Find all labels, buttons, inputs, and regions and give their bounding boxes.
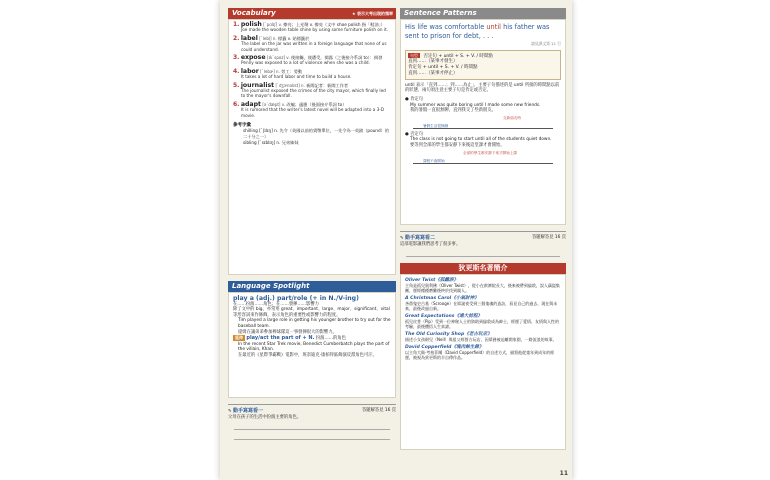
negative-example: The class is not going to start until all of the students quiet down. bbox=[410, 137, 552, 143]
left-column bbox=[228, 8, 396, 442]
vocab-number: 3. bbox=[233, 54, 240, 62]
vocab-definition: 新聞記者：新聞工作者 bbox=[306, 82, 349, 88]
book-item bbox=[405, 314, 561, 329]
timeline-negative bbox=[413, 151, 553, 164]
practice-one-question: 父母在孩子的生活中扮演主要的角色。 bbox=[228, 415, 302, 420]
book-title: David Copperfield《塊肉餘生錄》 bbox=[405, 345, 484, 350]
pencil-icon: ✎ bbox=[228, 409, 232, 414]
right-column bbox=[400, 8, 566, 450]
vocab-word: label bbox=[240, 34, 258, 42]
vocab-number: 4. bbox=[233, 67, 240, 75]
vocab-example: It is rumored that the writer's latest novel will be adapted into a 3-D movie. bbox=[241, 107, 385, 118]
vocab-definition: 擦亮；上光劑 v. 擦亮（文中 shoe polish 指「鞋油」） bbox=[283, 22, 385, 27]
practice-two-ref: 答題解答見 16 頁 bbox=[532, 235, 566, 240]
answer-line[interactable] bbox=[406, 249, 560, 257]
books-panel bbox=[400, 274, 566, 450]
practice-one-title: 動手寫寫看一 bbox=[232, 408, 263, 414]
sentence-patterns-panel bbox=[400, 19, 566, 225]
vocab-example: The label on the jar was written in a foreign language that none of us could understand. bbox=[241, 41, 387, 52]
answer-line[interactable] bbox=[234, 422, 390, 430]
pencil-icon: ✎ bbox=[400, 236, 404, 241]
vocab-phonetic: [ˋlebḷ] n. bbox=[259, 35, 277, 41]
practice-two-question: 這部電影讓我們思考了很多事。 bbox=[400, 242, 461, 247]
books-title: 狄更斯名著簡介 bbox=[458, 264, 508, 272]
timeline-label: 課程不會開始 bbox=[423, 158, 445, 163]
book-title: Great Expectations《遠大前程》 bbox=[405, 314, 483, 319]
vocab-word: adapt bbox=[240, 100, 261, 108]
book-item bbox=[405, 332, 561, 342]
vocab-item bbox=[233, 69, 391, 80]
vocabulary-panel bbox=[228, 19, 396, 275]
practice-one-ref: 答題解答見 16 頁 bbox=[362, 408, 396, 413]
book-title: The Old Curiosity Shop《老古玩店》 bbox=[405, 332, 492, 337]
sentence-patterns-header bbox=[400, 8, 566, 19]
structure-two-translation: 直到……（某事才停止） bbox=[408, 70, 458, 76]
extension-phrase-definition: 扮演……的角色 bbox=[315, 336, 346, 342]
vocab-example: Penny was exposed to a lot of violence when she was a child. bbox=[241, 60, 370, 66]
positive-translation: 我的暑假一直很無聊，直到我交了些新朋友。 bbox=[410, 108, 496, 114]
timeline-positive bbox=[413, 116, 553, 129]
vocab-item bbox=[233, 102, 391, 118]
vocab-example: Joe made the wooden table shine by using some furniture polish on it. bbox=[241, 27, 389, 33]
structure-tag: 句型 bbox=[410, 52, 418, 58]
vocab-phonetic: [ˋdʒɝnəlɪst] n. bbox=[275, 82, 305, 88]
structure-one-translation: 直到……（某事才發生） bbox=[408, 59, 458, 65]
highlight-until: until bbox=[486, 23, 501, 31]
vocab-definition: 改編；適應（後面接介系詞 to） bbox=[286, 101, 347, 107]
vocab-number: 5. bbox=[233, 81, 240, 89]
pattern-structure-box bbox=[405, 50, 561, 80]
book-description: 以主角大衛·考柏菲爾（David Copperfield）的自述方式，描寫他從童年到成年的經歷，被視為狄更斯的半自傳作品。 bbox=[405, 350, 555, 360]
spotlight-title: Language Spotlight bbox=[232, 282, 310, 290]
vocab-definition: 標籤 v. 貼標籤於 bbox=[278, 35, 310, 41]
vocab-item bbox=[233, 83, 391, 99]
sentence-patterns-title: Sentence Patterns bbox=[404, 9, 477, 17]
timeline-label: 交新朋友時 bbox=[503, 115, 521, 120]
practice-two-title: 動手寫寫看二 bbox=[404, 235, 435, 241]
spotlight-example-translation: 提姆在讓弟弟參加棒球隊這一事發揮很大的影響力。 bbox=[238, 329, 337, 335]
vocabulary-note: ★ 表示大考出現的頻率 bbox=[352, 11, 393, 16]
positive-example: My summer was quite boring until I made some new friends. bbox=[410, 102, 541, 108]
spotlight-phrase: play a (adj.) part/role (+ in N./V-ing) bbox=[233, 295, 359, 302]
vocab-number: 2. bbox=[233, 34, 240, 42]
extension-example: In the recent Star Trek movie, Benedict Cumberbatch plays the part of the villain, Khan. bbox=[238, 341, 390, 353]
structure-one: 否定句 + until + S. + V. / 時間點 bbox=[423, 53, 493, 59]
vocab-item bbox=[233, 55, 391, 66]
extension-row bbox=[233, 335, 391, 342]
vocab-definition: 使接觸，使遭受，揭露（之後接介系詞 to）：揭發 bbox=[290, 55, 383, 61]
reference-vocab-item: sibling [ˋsɪblɪŋ] n. 兄弟姊妹 bbox=[243, 140, 299, 146]
book-item bbox=[405, 345, 561, 360]
vocab-example: It takes a lot of hard labor and time to build a house. bbox=[241, 74, 352, 80]
vocab-phonetic: [ˋpɑlɪʃ] v. bbox=[263, 22, 282, 27]
spotlight-phrase-definition: 在……扮演……角色；在……發揮……影響力 bbox=[233, 301, 319, 307]
book-description: 孤兒皮普（Pip）受到一位神秘人士的資助到倫敦成為紳士，經歷了愛情、友情與人性的考驗，最後體悟人生真諦。 bbox=[405, 319, 559, 329]
vocabulary-title: Vocabulary bbox=[232, 9, 276, 17]
practice-one bbox=[228, 404, 396, 440]
extension-tag: 延伸 bbox=[235, 335, 243, 341]
vocab-example: The journalist exposed the crimes of the city mayor, which finally led to the mayor's downfall. bbox=[241, 88, 386, 99]
vocab-number: 6. bbox=[233, 100, 240, 108]
spotlight-panel bbox=[228, 292, 396, 398]
quote-source: 請見課文第 11 行 bbox=[530, 41, 561, 46]
structure-two: 肯定句 + until + S. + V. / 時間點 bbox=[408, 65, 478, 71]
vocab-number: 1. bbox=[233, 21, 240, 28]
book-description: 吝嗇鬼史古基（Scrooge）在耶誕夜受到三個鬼魂的造訪，看見自己的過去、現在與未來，最後改過自新。 bbox=[405, 301, 558, 311]
pattern-quote: His life was comfortable until his father was sent to prison for debt, . . . bbox=[405, 23, 550, 40]
extension-example-translation: 在最近的《星際爭霸戰》電影中，班奈迪克·康柏拜區飾演反派角色可汗。 bbox=[238, 352, 377, 358]
book-description: 主角是孤兒奧利佛（Oliver Twist），從小在救濟院長大，後來被帶到倫敦，誤入竊盜集團，歷經種種磨難後終於找到親人。 bbox=[405, 283, 560, 293]
vocab-phonetic: [ɪkˋspoz] v. bbox=[266, 55, 290, 61]
spotlight-description: 除了文中的 big，亦常用 great、important、large、major、significant、vital 等形容詞來作修飾，表示角色的重要性或影響力的程度。 bbox=[233, 307, 390, 318]
book-item bbox=[405, 296, 561, 311]
timeline-label: 暑假生活很無聊 bbox=[423, 123, 449, 128]
vocabulary-header bbox=[228, 8, 396, 19]
vocab-definition: 勞工：勞動 bbox=[281, 68, 303, 74]
textbook-page bbox=[220, 0, 572, 480]
positive-label: ● 肯定句 bbox=[405, 96, 424, 102]
vocab-item bbox=[233, 22, 391, 33]
circle-icon: ● bbox=[405, 131, 409, 137]
pattern-explanation: until 表示「直到……；到……為止」，主要子句描述的是 until 所接的時間點以前的狀態，兩句須注意主要子句是肯定或否定。 bbox=[405, 82, 560, 94]
book-item bbox=[405, 278, 561, 293]
book-title: A Christmas Carol《小氣財神》 bbox=[405, 296, 479, 301]
page-number: 11 bbox=[559, 470, 568, 477]
practice-two bbox=[400, 231, 566, 257]
spotlight-example: Tim played a large role in getting his younger brother to try out for the baseball team. bbox=[238, 318, 391, 329]
vocab-phonetic: [ˋlebɚ] n. bbox=[260, 68, 280, 74]
negative-label: ● 否定句 bbox=[405, 131, 424, 137]
circle-icon: ● bbox=[405, 96, 409, 102]
extension-phrase: play/act the part of + N. bbox=[246, 335, 315, 342]
timeline-label: 全部的學生都安靜下來才開始上課 bbox=[463, 150, 517, 155]
dickens-books-section bbox=[400, 263, 566, 450]
reference-vocab-title: 參考字彙 bbox=[233, 123, 251, 129]
spotlight-header bbox=[228, 281, 396, 292]
book-description: 描述小女孩耐兒（Nell）與祖父經營古玩店，因債務被迫離開家園，一路流浪的故事。 bbox=[405, 337, 557, 342]
answer-line[interactable] bbox=[234, 432, 390, 440]
vocab-word: journalist bbox=[240, 81, 275, 89]
book-title: Oliver Twist《孤雛淚》 bbox=[405, 278, 459, 283]
language-spotlight-section bbox=[228, 281, 396, 440]
vocab-word: polish bbox=[240, 21, 262, 28]
reference-vocab-item: shilling [ˋʃɪlɪŋ] n. 先令（英國以前的貨幣單位，一先令為一英鎊（pound）的二十分之一） bbox=[243, 128, 389, 140]
vocab-word: expose bbox=[240, 54, 266, 62]
negative-translation: 要等到全部的學生都安靜下來後這堂課才會開始。 bbox=[410, 142, 505, 148]
books-header bbox=[400, 263, 566, 274]
vocab-item bbox=[233, 36, 391, 52]
vocab-word: labor bbox=[240, 67, 259, 75]
vocab-phonetic: [əˋdæpt] v. bbox=[262, 101, 286, 107]
